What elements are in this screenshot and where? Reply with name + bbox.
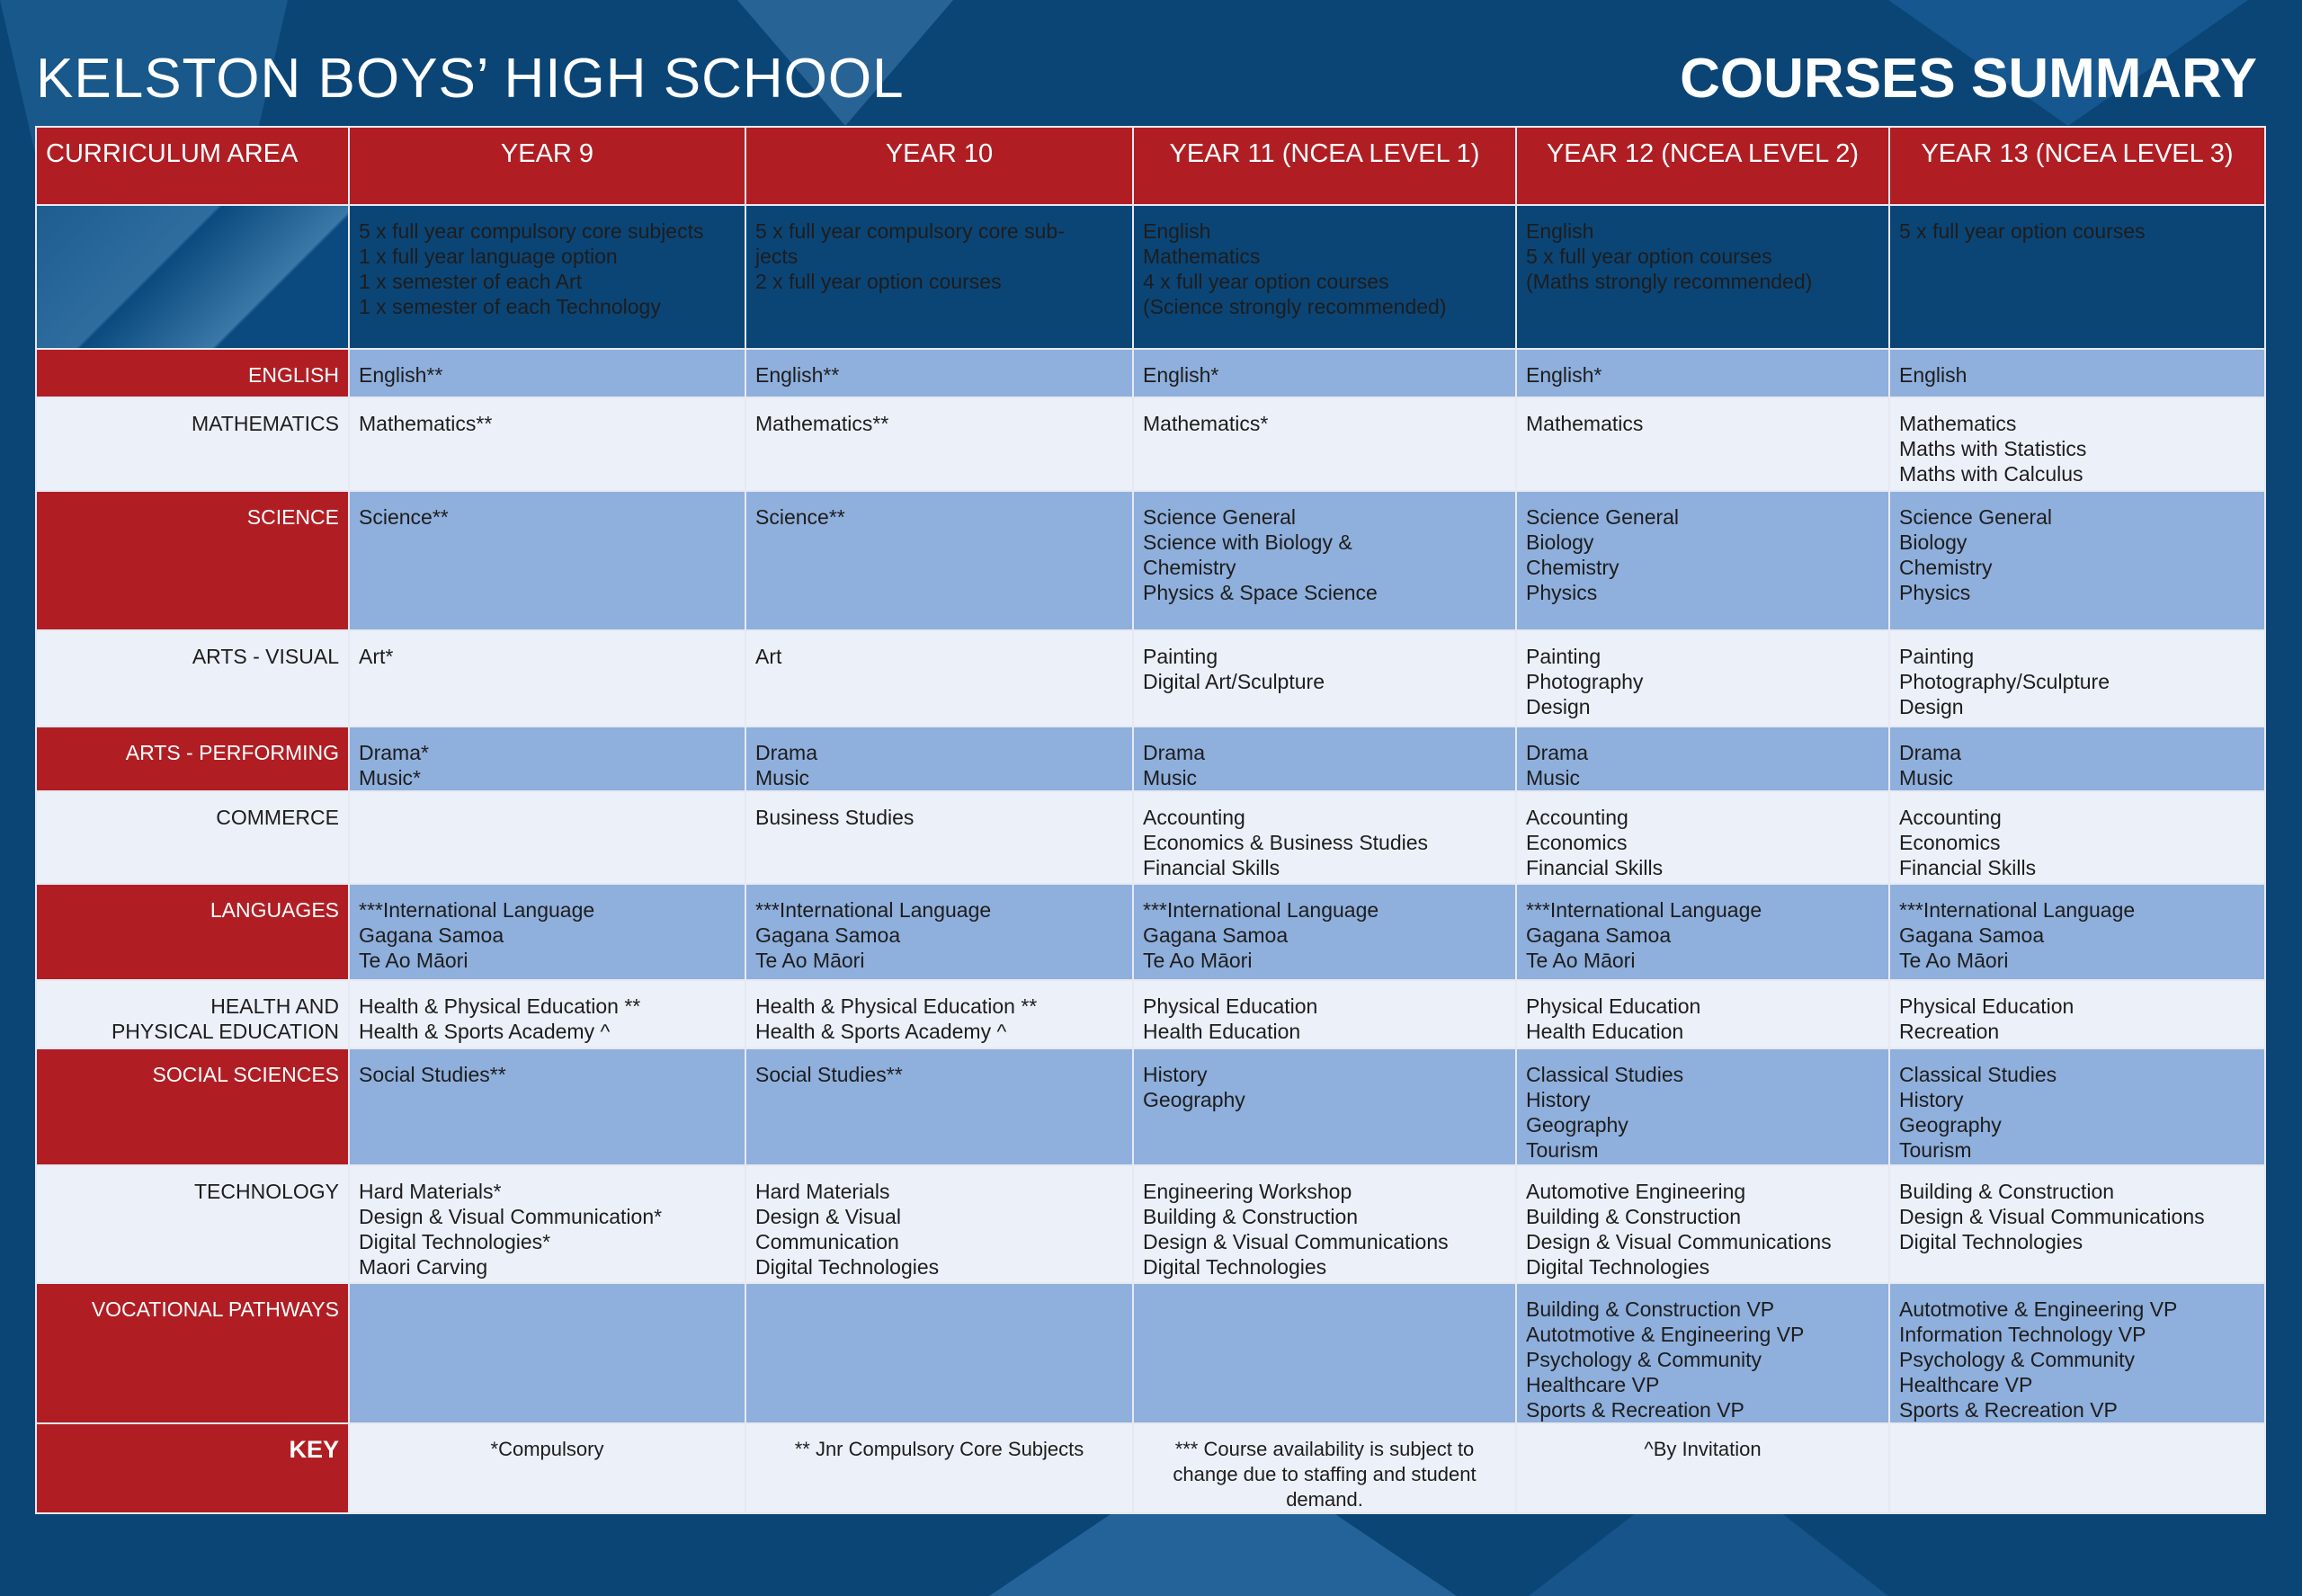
curriculum-area-label: [36, 397, 349, 491]
table-row: [36, 884, 2265, 980]
course-name: Autotmotive & Engineering VP: [1899, 1297, 2178, 1321]
course-cell: [349, 491, 745, 630]
course-name: Building & Construction: [1899, 1180, 2115, 1203]
curriculum-area-label: [36, 630, 349, 727]
course-cell: [349, 791, 745, 884]
course-cell: [349, 1048, 745, 1165]
course-cell: [1889, 1165, 2265, 1283]
course-name: English: [1143, 219, 1211, 243]
table-row: [36, 491, 2265, 630]
course-name: Gagana Samoa: [1526, 923, 1672, 947]
curriculum-area-label: [36, 727, 349, 791]
course-cell: [1133, 205, 1516, 349]
key-cell: [1516, 1423, 1889, 1513]
course-name: ***International Language: [1526, 898, 1762, 922]
course-name: English**: [755, 363, 840, 387]
curriculum-area-label: [36, 1423, 349, 1513]
course-name: Social Studies**: [755, 1063, 903, 1086]
course-name: 1 x semester of each Art: [359, 270, 583, 293]
course-cell: [1516, 349, 1889, 397]
course-name: Engineering Workshop: [1143, 1180, 1352, 1203]
course-name: Recreation: [1899, 1020, 2000, 1043]
course-name: Economics & Business Studies: [1143, 831, 1429, 854]
column-header-year: YEAR 10: [745, 127, 1133, 205]
key-text: ** Jnr Compulsory Core Subjects: [794, 1438, 1084, 1460]
course-name: Painting: [1899, 645, 1975, 668]
curriculum-area-label: [36, 1048, 349, 1165]
course-name: English: [1526, 219, 1594, 243]
course-name: Accounting: [1899, 806, 2002, 829]
course-cell: [1516, 630, 1889, 727]
course-name: English**: [359, 363, 443, 387]
course-name: Science**: [359, 505, 449, 529]
column-header-curriculum-area: CURRICULUM AREA: [36, 127, 349, 205]
course-cell: [349, 205, 745, 349]
course-name: Design: [1526, 695, 1591, 718]
course-name: Information Technology VP: [1899, 1323, 2146, 1346]
course-name: Chemistry: [1526, 556, 1619, 579]
course-name: Building & Construction: [1143, 1205, 1359, 1228]
course-name: Te Ao Māori: [1526, 949, 1636, 972]
course-name: Music: [755, 766, 810, 789]
header-row: [36, 127, 2265, 205]
course-cell: [745, 630, 1133, 727]
course-name: 5 x full year compulsory core subjects: [359, 219, 704, 243]
course-name: Physical Education: [1526, 994, 1701, 1018]
course-name: Music: [1143, 766, 1198, 789]
course-name: English: [1899, 363, 1967, 387]
course-name: 1 x semester of each Technology: [359, 295, 661, 318]
course-name: Painting: [1526, 645, 1602, 668]
course-name: Science General: [1143, 505, 1297, 529]
column-header-year: YEAR 13 (NCEA LEVEL 3): [1889, 127, 2265, 205]
course-cell: [1516, 791, 1889, 884]
table-row: [36, 1165, 2265, 1283]
course-name: Maori Carving: [359, 1255, 488, 1279]
course-name: Mathematics*: [1143, 412, 1269, 435]
key-text: *Compulsory: [490, 1438, 604, 1460]
course-name: Tourism: [1899, 1138, 1972, 1162]
column-header-year: YEAR 12 (NCEA LEVEL 2): [1516, 127, 1889, 205]
table-row: [36, 397, 2265, 491]
course-name: Maths with Statistics: [1899, 437, 2087, 460]
course-name: Drama: [1143, 741, 1206, 764]
course-cell: [1516, 205, 1889, 349]
course-name: History: [1143, 1063, 1208, 1086]
curriculum-area-label: [36, 491, 349, 630]
course-name: Design & Visual Communications: [1143, 1230, 1449, 1253]
course-name: Te Ao Māori: [1899, 949, 2009, 972]
key-cell: [349, 1423, 745, 1513]
course-name: Digital Technologies: [755, 1255, 940, 1279]
course-name: Healthcare VP: [1899, 1373, 2033, 1396]
course-cell: [1133, 349, 1516, 397]
area-label-line: MATHEMATICS: [192, 412, 339, 435]
course-name: Health & Sports Academy ^: [359, 1020, 611, 1043]
curriculum-area-label: [36, 205, 349, 349]
course-name: Geography: [1143, 1088, 1245, 1111]
course-cell: [745, 491, 1133, 630]
course-cell: [745, 205, 1133, 349]
area-label-line: TECHNOLOGY: [193, 1180, 339, 1203]
course-name: Financial Skills: [1143, 856, 1280, 879]
course-name: 5 x full year compulsory core sub-: [755, 219, 1065, 243]
course-name: Maths with Calculus: [1899, 462, 2083, 486]
key-cell: [1133, 1423, 1516, 1513]
course-name: Science General: [1899, 505, 2053, 529]
course-name: Music: [1899, 766, 1954, 789]
course-cell: [1133, 397, 1516, 491]
key-text: ^By Invitation: [1644, 1438, 1762, 1460]
course-name: Psychology & Community: [1526, 1348, 1762, 1371]
course-name: Digital Technologies: [1143, 1255, 1327, 1279]
course-cell: [745, 1283, 1133, 1423]
table-row: [36, 980, 2265, 1048]
course-name: Health Education: [1143, 1020, 1301, 1043]
course-name: Mathematics**: [755, 412, 889, 435]
table-row: [36, 1048, 2265, 1165]
course-name: Design & Visual Communication*: [359, 1205, 663, 1228]
course-cell: [1889, 727, 2265, 791]
area-label-line: SOCIAL SCIENCES: [152, 1063, 339, 1086]
course-name: Design: [1899, 695, 1964, 718]
course-name: (Science strongly recommended): [1143, 295, 1447, 318]
course-cell: [1516, 1048, 1889, 1165]
course-name: ***International Language: [1143, 898, 1379, 922]
table-row: [36, 791, 2265, 884]
course-name: 1 x full year language option: [359, 245, 618, 268]
course-name: Financial Skills: [1526, 856, 1664, 879]
course-name: Social Studies**: [359, 1063, 506, 1086]
course-cell: [1516, 727, 1889, 791]
course-name: Mathematics: [1899, 412, 2017, 435]
course-cell: [745, 980, 1133, 1048]
course-name: Digital Technologies: [1526, 1255, 1710, 1279]
course-name: Health & Physical Education **: [755, 994, 1038, 1018]
course-name: ***International Language: [1899, 898, 2136, 922]
course-name: Mathematics: [1143, 245, 1261, 268]
course-name: Design & Visual: [755, 1205, 901, 1228]
course-name: Science with Biology &: [1143, 531, 1352, 554]
table-row: [36, 727, 2265, 791]
course-name: Health Education: [1526, 1020, 1684, 1043]
course-name: ***International Language: [359, 898, 595, 922]
course-cell: [1889, 491, 2265, 630]
course-name: Gagana Samoa: [359, 923, 504, 947]
course-cell: [1889, 1283, 2265, 1423]
course-name: Te Ao Māori: [1143, 949, 1253, 972]
course-name: Biology: [1526, 531, 1594, 554]
course-cell: [1133, 1283, 1516, 1423]
course-name: Gagana Samoa: [1899, 923, 2045, 947]
course-cell: [1889, 980, 2265, 1048]
key-cell: [1889, 1423, 2265, 1513]
course-cell: [745, 397, 1133, 491]
curriculum-area-label: [36, 791, 349, 884]
course-name: Economics: [1526, 831, 1628, 854]
course-name: Art: [755, 645, 782, 668]
key-text: demand.: [1286, 1488, 1363, 1511]
area-label-line: COMMERCE: [216, 806, 339, 829]
course-name: Sports & Recreation VP: [1526, 1398, 1744, 1422]
course-name: (Maths strongly recommended): [1526, 270, 1813, 293]
course-name: Design & Visual Communications: [1526, 1230, 1832, 1253]
course-name: Physical Education: [1899, 994, 2074, 1018]
curriculum-area-label: [36, 1165, 349, 1283]
course-name: Economics: [1899, 831, 2001, 854]
course-name: Music: [1526, 766, 1581, 789]
course-name: Financial Skills: [1899, 856, 2037, 879]
course-name: Geography: [1526, 1113, 1628, 1137]
course-cell: [745, 1165, 1133, 1283]
course-cell: [1516, 491, 1889, 630]
course-name: Art*: [359, 645, 394, 668]
course-name: Health & Physical Education **: [359, 994, 641, 1018]
courses-table: [35, 126, 2266, 1514]
course-cell: [1133, 884, 1516, 980]
course-cell: [1889, 884, 2265, 980]
course-name: Hard Materials: [755, 1180, 890, 1203]
page-title: COURSES SUMMARY: [1680, 48, 2257, 110]
course-cell: [349, 1165, 745, 1283]
course-name: Business Studies: [755, 806, 915, 829]
course-name: Photography/Sculpture: [1899, 670, 2110, 693]
course-name: Hard Materials*: [359, 1180, 502, 1203]
course-name: English*: [1143, 363, 1219, 387]
curriculum-area-label: [36, 349, 349, 397]
course-name: 2 x full year option courses: [755, 270, 1002, 293]
course-cell: [1889, 1048, 2265, 1165]
course-name: Music*: [359, 766, 422, 789]
course-cell: [1889, 397, 2265, 491]
course-name: Painting: [1143, 645, 1218, 668]
table-row: [36, 1423, 2265, 1513]
course-name: Gagana Samoa: [1143, 923, 1289, 947]
course-cell: [745, 349, 1133, 397]
column-header-year: YEAR 9: [349, 127, 745, 205]
course-name: 5 x full year option courses: [1899, 219, 2146, 243]
curriculum-area-label: [36, 1283, 349, 1423]
course-name: Physics & Space Science: [1143, 581, 1378, 604]
course-name: Design & Visual Communications: [1899, 1205, 2205, 1228]
area-label-line: HEALTH AND: [210, 994, 339, 1018]
course-name: Digital Technologies: [1899, 1230, 2083, 1253]
key-text: change due to staffing and student: [1173, 1463, 1477, 1485]
course-cell: [349, 980, 745, 1048]
course-cell: [745, 791, 1133, 884]
course-name: jects: [755, 245, 799, 268]
course-cell: [1133, 791, 1516, 884]
course-name: Physics: [1526, 581, 1598, 604]
area-label-line: ARTS - VISUAL: [192, 645, 339, 668]
course-cell: [1133, 630, 1516, 727]
course-name: Communication: [755, 1230, 899, 1253]
course-name: History: [1526, 1088, 1591, 1111]
course-name: 5 x full year option courses: [1526, 245, 1772, 268]
course-cell: [349, 397, 745, 491]
course-name: Psychology & Community: [1899, 1348, 2136, 1371]
course-name: Accounting: [1526, 806, 1628, 829]
course-name: Automotive Engineering: [1526, 1180, 1746, 1203]
course-cell: [745, 884, 1133, 980]
area-label-line: LANGUAGES: [210, 898, 339, 922]
course-cell: [1516, 1165, 1889, 1283]
course-cell: [1889, 630, 2265, 727]
course-name: ***International Language: [755, 898, 992, 922]
course-name: Te Ao Māori: [359, 949, 468, 972]
course-name: Accounting: [1143, 806, 1245, 829]
area-label-line: SCIENCE: [246, 505, 339, 529]
course-name: Photography: [1526, 670, 1644, 693]
course-cell: [745, 1048, 1133, 1165]
key-cell: [745, 1423, 1133, 1513]
course-name: Science General: [1526, 505, 1680, 529]
course-name: Science**: [755, 505, 845, 529]
table-row: [36, 205, 2265, 349]
course-cell: [1889, 349, 2265, 397]
course-name: Drama*: [359, 741, 429, 764]
course-name: Sports & Recreation VP: [1899, 1398, 2118, 1422]
course-name: Drama: [1526, 741, 1589, 764]
course-name: Drama: [1899, 741, 1962, 764]
school-name: KELSTON BOYS’ HIGH SCHOOL: [36, 48, 905, 110]
curriculum-area-label: [36, 980, 349, 1048]
curriculum-area-label: [36, 884, 349, 980]
table-row: [36, 630, 2265, 727]
area-label-line: KEY: [289, 1436, 339, 1463]
course-name: English*: [1526, 363, 1602, 387]
course-name: Chemistry: [1143, 556, 1236, 579]
course-cell: [1889, 205, 2265, 349]
area-label-line: ENGLISH: [248, 363, 339, 387]
course-name: 4 x full year option courses: [1143, 270, 1389, 293]
course-cell: [1133, 980, 1516, 1048]
course-name: Mathematics**: [359, 412, 493, 435]
course-name: Health & Sports Academy ^: [755, 1020, 1007, 1043]
course-cell: [1516, 397, 1889, 491]
course-name: Building & Construction: [1526, 1205, 1742, 1228]
course-name: Building & Construction VP: [1526, 1297, 1775, 1321]
course-cell: [1133, 1048, 1516, 1165]
course-name: Geography: [1899, 1113, 2002, 1137]
course-cell: [349, 1283, 745, 1423]
area-label-line: VOCATIONAL PATHWAYS: [91, 1297, 339, 1321]
area-label-line: PHYSICAL EDUCATION: [111, 1020, 339, 1043]
course-name: Classical Studies: [1526, 1063, 1684, 1086]
course-name: Tourism: [1526, 1138, 1599, 1162]
course-name: Biology: [1899, 531, 1967, 554]
course-cell: [349, 630, 745, 727]
course-cell: [1889, 791, 2265, 884]
table-row: [36, 349, 2265, 397]
course-name: Te Ao Māori: [755, 949, 865, 972]
course-name: Healthcare VP: [1526, 1373, 1660, 1396]
area-label-line: ARTS - PERFORMING: [125, 741, 339, 764]
course-name: Drama: [755, 741, 818, 764]
course-name: History: [1899, 1088, 1964, 1111]
course-cell: [1516, 884, 1889, 980]
course-name: Physics: [1899, 581, 1971, 604]
table-row: [36, 1283, 2265, 1423]
course-cell: [745, 727, 1133, 791]
course-cell: [1516, 980, 1889, 1048]
course-cell: [1133, 491, 1516, 630]
course-name: Digital Art/Sculpture: [1143, 670, 1325, 693]
course-cell: [1133, 1165, 1516, 1283]
course-name: Mathematics: [1526, 412, 1644, 435]
course-cell: [1133, 727, 1516, 791]
course-name: Chemistry: [1899, 556, 1993, 579]
course-name: Classical Studies: [1899, 1063, 2057, 1086]
key-text: *** Course availability is subject to: [1174, 1438, 1475, 1460]
column-header-year: YEAR 11 (NCEA LEVEL 1): [1133, 127, 1516, 205]
course-cell: [349, 884, 745, 980]
course-cell: [349, 727, 745, 791]
course-cell: [349, 349, 745, 397]
course-name: Digital Technologies*: [359, 1230, 551, 1253]
course-cell: [1516, 1283, 1889, 1423]
course-name: Physical Education: [1143, 994, 1318, 1018]
course-name: Gagana Samoa: [755, 923, 901, 947]
course-name: Autotmotive & Engineering VP: [1526, 1323, 1805, 1346]
